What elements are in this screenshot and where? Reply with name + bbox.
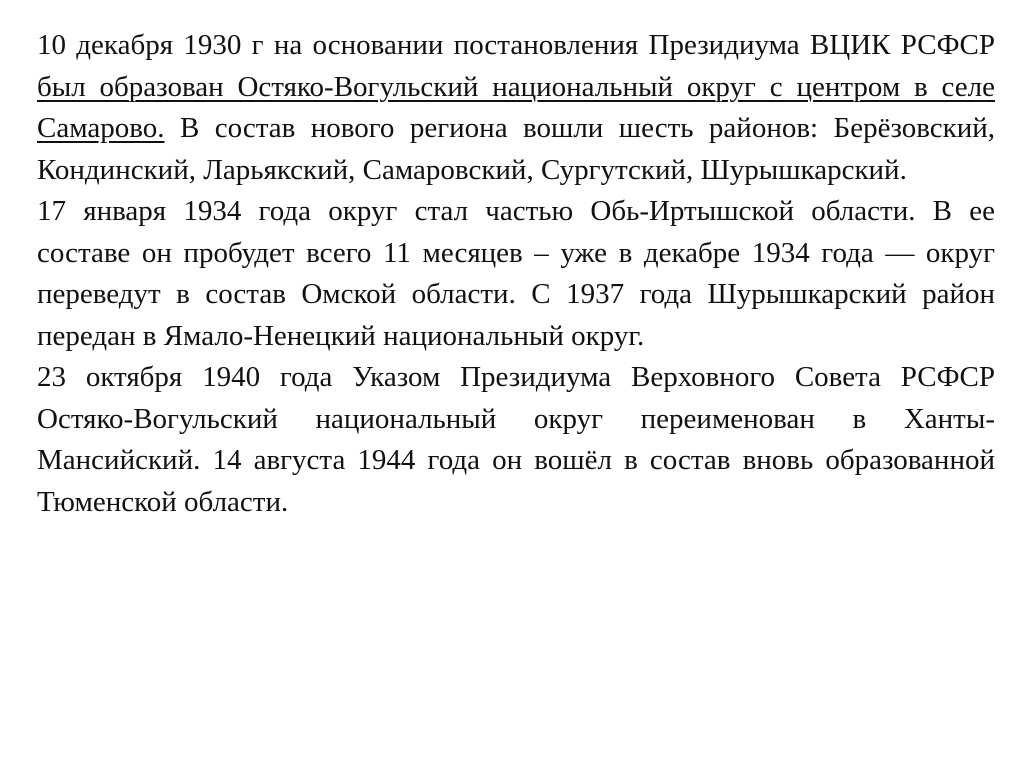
underlined-okrug-formation: был образован Остяко-Вогульский национальный округ с центром в селе Самарово. bbox=[37, 70, 995, 144]
paragraph-1930-intro: 10 декабря 1930 г на основании постановления Президиума ВЦИК РСФСР bbox=[37, 29, 995, 61]
history-text bbox=[37, 25, 995, 523]
paragraph-1940: 23 октября 1940 года Указом Президиума Верховного Совета РСФСР Остяко-Вогульский национальный округ переименован в Ханты-Мансийский. 14 августа 1944 года он вошёл в состав вновь образованной Тюменской области. bbox=[37, 361, 995, 518]
paragraph-1930 bbox=[37, 25, 995, 191]
paragraph-1930-districts: В состав нового региона вошли шесть районов: Берёзовский, Кондинский, Ларьякский, Самаровский, Сургутский, Шурышкарский. bbox=[37, 112, 995, 186]
paragraph-1934: 17 января 1934 года округ стал частью Обь-Иртышской области. В ее составе он пробудет всего 11 месяцев – уже в декабре 1934 года — округ переведут в состав Омской области. С 1937 года Шурышкарский район передан в Ямало-Ненецкий национальный округ. bbox=[37, 195, 995, 352]
